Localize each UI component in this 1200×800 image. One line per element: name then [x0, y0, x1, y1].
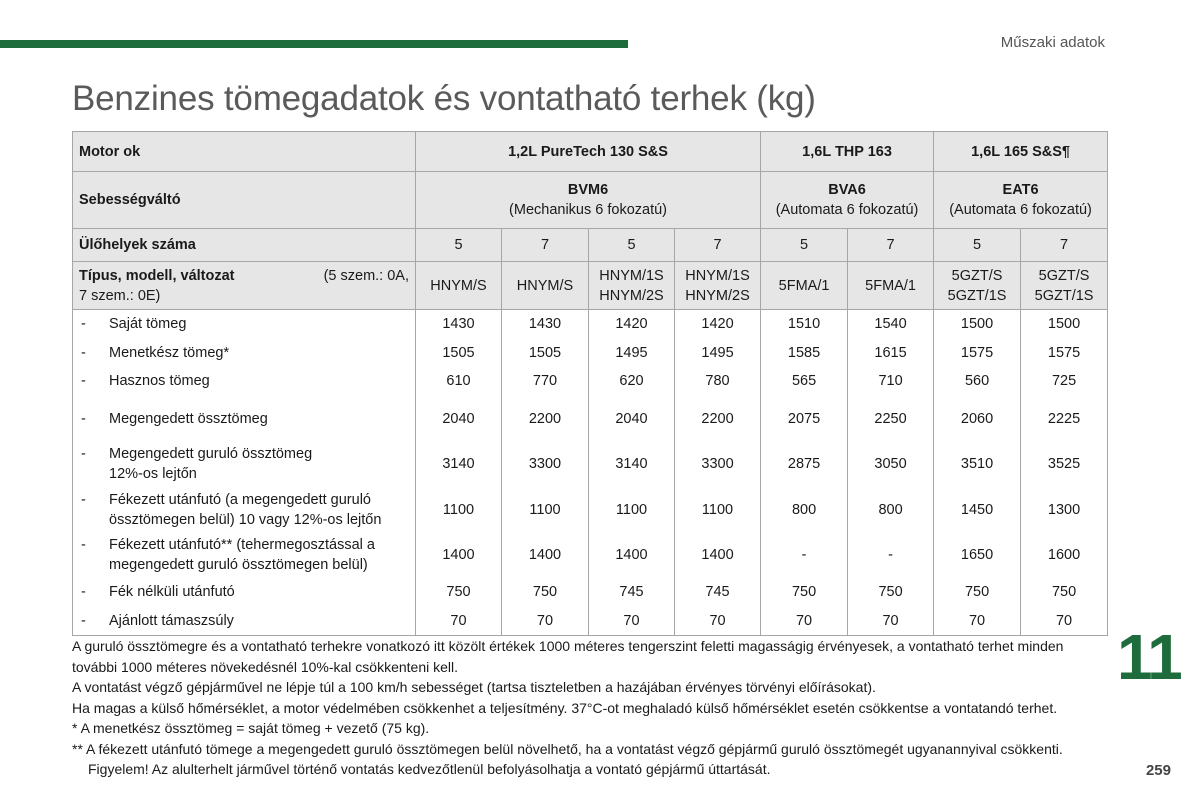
footnotes — [72, 636, 1107, 780]
row-label-line: Menetkész tömeg* — [109, 344, 230, 361]
value-cell: 745 — [589, 578, 675, 607]
model-code: HNYM/S — [430, 277, 487, 294]
gearbox-label: Sebességváltó — [73, 172, 416, 229]
table-row — [73, 442, 1108, 487]
seats-cell: 7 — [675, 229, 761, 262]
value-cell: 70 — [589, 607, 675, 636]
table-row — [73, 533, 1108, 578]
model-code: 5GZT/S — [951, 267, 1003, 284]
table-row — [73, 578, 1108, 607]
value-cell: 1540 — [848, 310, 934, 339]
seats-cell: 5 — [416, 229, 502, 262]
gearbox-desc: (Automata 6 fokozatú) — [775, 202, 919, 218]
weight-rows — [73, 310, 1108, 636]
row-label-cell — [73, 442, 416, 487]
value-cell: 750 — [934, 578, 1021, 607]
table-row — [73, 607, 1108, 636]
value-cell: 1450 — [934, 487, 1021, 533]
row-label-line: Saját tömeg — [109, 316, 187, 333]
value-cell: 750 — [848, 578, 934, 607]
weights-table — [72, 131, 1108, 636]
value-cell: 745 — [675, 578, 761, 607]
row-label-cell — [73, 339, 416, 367]
value-cell: 780 — [675, 367, 761, 396]
page-number: 259 — [1145, 762, 1171, 779]
gearbox-desc: (Automata 6 fokozatú) — [949, 202, 1092, 218]
row-bullet: - — [81, 584, 86, 600]
row-bullet: - — [81, 446, 86, 462]
row-label — [109, 490, 381, 530]
model-cell — [675, 262, 761, 310]
gearbox-desc: (Mechanikus 6 fokozatú) — [509, 202, 667, 218]
value-cell: 70 — [416, 607, 502, 636]
footnote: ** A fékezett utánfutó tömege a megengedett guruló össztömegen belül növelhető, ha a vontatást végző gépjármű guruló össztömegét ugyanannyival csökkenti. Figyelem! Az alulterhelt járművel történő vontatás kedvezőtlenül befolyásolhatja a vontató gépjármű úttartását. — [72, 740, 1063, 777]
model-code: HNYM/2S — [599, 287, 664, 304]
gearbox-row — [73, 172, 1108, 229]
model-cell — [848, 262, 934, 310]
value-cell: 2875 — [761, 442, 848, 487]
model-note: (5 szem.: 0A, — [323, 267, 409, 284]
footnote: * A menetkész össztömeg = saját tömeg + vezető (75 kg). — [72, 720, 430, 736]
model-cell — [761, 262, 848, 310]
value-cell: 1420 — [589, 310, 675, 339]
gearbox-code: BVM6 — [567, 182, 609, 198]
value-cell: 70 — [502, 607, 589, 636]
value-cell: 1100 — [589, 487, 675, 533]
value-cell: 70 — [675, 607, 761, 636]
value-cell: 1585 — [761, 339, 848, 367]
footnote: A guruló össztömegre és a vontatható terhekre vonatkozó itt közölt értékek 1000 méteres tengerszint feletti magasságig érvényesek, a vontatható terhet minden további 1000 méteres növekedésnél 10%-kal csökkenteni kell. — [72, 638, 1064, 675]
chapter-number: 11 — [1117, 621, 1181, 693]
model-cell — [934, 262, 1021, 310]
table-row — [73, 339, 1108, 367]
value-cell: 3510 — [934, 442, 1021, 487]
value-cell: 70 — [1021, 607, 1108, 636]
row-label — [109, 582, 235, 602]
row-label-cell — [73, 367, 416, 396]
value-cell: 800 — [848, 487, 934, 533]
value-cell: 750 — [761, 578, 848, 607]
table-row — [73, 310, 1108, 339]
value-cell: 1500 — [934, 310, 1021, 339]
value-cell: 1430 — [502, 310, 589, 339]
model-label: Típus, modell, változat — [79, 267, 235, 284]
value-cell: 565 — [761, 367, 848, 396]
value-cell: 770 — [502, 367, 589, 396]
engine-header: 1,2L PureTech 130 S&S — [416, 132, 761, 172]
value-cell: 800 — [761, 487, 848, 533]
value-cell: 560 — [934, 367, 1021, 396]
value-cell: 750 — [1021, 578, 1108, 607]
value-cell: 1300 — [1021, 487, 1108, 533]
row-label — [109, 535, 375, 575]
row-bullet: - — [81, 410, 86, 427]
value-cell: 1505 — [502, 339, 589, 367]
value-cell: 2040 — [589, 396, 675, 442]
row-label — [109, 409, 268, 429]
row-label-cell — [73, 487, 416, 533]
value-cell: 1505 — [416, 339, 502, 367]
row-bullet: - — [81, 344, 86, 361]
seats-cell: 7 — [502, 229, 589, 262]
value-cell: 610 — [416, 367, 502, 396]
value-cell: 70 — [934, 607, 1021, 636]
model-code: HNYM/2S — [685, 287, 750, 304]
section-label: Műszaki adatok — [1000, 34, 1105, 51]
value-cell: 1400 — [416, 533, 502, 578]
value-cell: - — [761, 533, 848, 578]
value-cell: 725 — [1021, 367, 1108, 396]
value-cell: 1495 — [675, 339, 761, 367]
model-code: 5GZT/1S — [1034, 287, 1094, 304]
model-cell — [416, 262, 502, 310]
seats-cell: 5 — [589, 229, 675, 262]
value-cell: 1500 — [1021, 310, 1108, 339]
seats-cell: 7 — [848, 229, 934, 262]
seats-cell: 7 — [1021, 229, 1108, 262]
value-cell: 1400 — [502, 533, 589, 578]
engine-label: Motor ok — [73, 132, 416, 172]
value-cell: 3140 — [589, 442, 675, 487]
model-code: 5GZT/S — [1038, 267, 1090, 284]
row-bullet: - — [81, 491, 86, 508]
model-cell — [1021, 262, 1108, 310]
value-cell: 1615 — [848, 339, 934, 367]
footnote: Ha magas a külső hőmérséklet, a motor védelmében csökkenhet a teljesítmény. 37°C-ot meghaladó külső hőmérséklet esetén csökkentse a vontatandó terhet. — [72, 699, 1058, 716]
row-label-line: Ajánlott támaszsúly — [109, 612, 234, 629]
value-cell: 1400 — [675, 533, 761, 578]
row-label-cell — [73, 533, 416, 578]
row-label-line: Fék nélküli utánfutó — [109, 584, 235, 600]
row-label-line: Fékezett utánfutó** (tehermegosztással a — [109, 537, 375, 553]
value-cell: 3300 — [502, 442, 589, 487]
row-label-cell — [73, 607, 416, 636]
seats-cell: 5 — [934, 229, 1021, 262]
value-cell: 3050 — [848, 442, 934, 487]
row-bullet: - — [81, 316, 86, 333]
row-label-line: Megengedett össztömeg — [109, 410, 268, 427]
gearbox-header — [934, 172, 1108, 229]
value-cell: 2200 — [675, 396, 761, 442]
engine-header: 1,6L THP 163 — [761, 132, 934, 172]
value-cell: 1495 — [589, 339, 675, 367]
value-cell: 1650 — [934, 533, 1021, 578]
row-label-cell — [73, 310, 416, 339]
page-title: Benzines tömegadatok és vontatható terhek (kg) — [72, 79, 816, 118]
value-cell: 1575 — [934, 339, 1021, 367]
row-bullet: - — [81, 373, 86, 389]
value-cell: 1100 — [416, 487, 502, 533]
value-cell: 1575 — [1021, 339, 1108, 367]
row-label-line: Megengedett guruló össztömeg — [109, 446, 313, 462]
table-row — [73, 396, 1108, 442]
gearbox-header — [416, 172, 761, 229]
model-code: 5FMA/1 — [778, 277, 830, 294]
value-cell: 70 — [848, 607, 934, 636]
section-accent-bar — [0, 40, 628, 48]
model-code: 5FMA/1 — [865, 277, 916, 294]
engine-row — [73, 132, 1108, 172]
engine-header: 1,6L 165 S&S¶ — [934, 132, 1108, 172]
row-label — [109, 343, 229, 363]
model-note: 7 szem.: 0E) — [79, 287, 161, 304]
row-label-line: megengedett guruló össztömegen belül) — [109, 557, 368, 573]
model-label-cell — [73, 262, 416, 310]
seats-row — [73, 229, 1108, 262]
value-cell: 1420 — [675, 310, 761, 339]
value-cell: 2250 — [848, 396, 934, 442]
value-cell: 3525 — [1021, 442, 1108, 487]
gearbox-code: BVA6 — [828, 182, 866, 198]
value-cell: 3300 — [675, 442, 761, 487]
row-label-line: 12%-os lejtőn — [109, 466, 197, 482]
row-label-line: Hasznos tömeg — [109, 373, 210, 389]
value-cell: 1100 — [502, 487, 589, 533]
value-cell: 1400 — [589, 533, 675, 578]
value-cell: 620 — [589, 367, 675, 396]
footnote: A vontatást végző gépjárművel ne lépje túl a 100 km/h sebességet (tartsa tiszteletben a hazájában érvényes törvényi előírásokat). — [72, 679, 876, 695]
value-cell: 1510 — [761, 310, 848, 339]
gearbox-header — [761, 172, 934, 229]
value-cell: 1430 — [416, 310, 502, 339]
table-row — [73, 487, 1108, 533]
model-code: 5GZT/1S — [947, 287, 1007, 304]
model-code: HNYM/1S — [599, 267, 664, 284]
value-cell: 1600 — [1021, 533, 1108, 578]
value-cell: 2040 — [416, 396, 502, 442]
value-cell: 70 — [761, 607, 848, 636]
row-bullet: - — [81, 537, 86, 553]
table-row — [73, 367, 1108, 396]
seats-label: Ülőhelyek száma — [73, 229, 416, 262]
value-cell: 2200 — [502, 396, 589, 442]
row-bullet: - — [81, 612, 86, 629]
gearbox-code: EAT6 — [1002, 182, 1039, 198]
row-label-line: össztömegen belül) 10 vagy 12%-os lejtőn — [109, 511, 382, 528]
value-cell: 3140 — [416, 442, 502, 487]
row-label — [109, 444, 312, 484]
model-cell — [502, 262, 589, 310]
row-label — [109, 611, 234, 631]
model-row — [73, 262, 1108, 310]
value-cell: 750 — [416, 578, 502, 607]
value-cell: - — [848, 533, 934, 578]
value-cell: 2060 — [934, 396, 1021, 442]
row-label-cell — [73, 396, 416, 442]
value-cell: 2075 — [761, 396, 848, 442]
model-code: HNYM/1S — [685, 267, 750, 284]
model-cell — [589, 262, 675, 310]
model-code: HNYM/S — [516, 277, 574, 294]
value-cell: 710 — [848, 367, 934, 396]
row-label-cell — [73, 578, 416, 607]
row-label — [109, 314, 186, 334]
seats-cell: 5 — [761, 229, 848, 262]
value-cell: 2225 — [1021, 396, 1108, 442]
value-cell: 1100 — [675, 487, 761, 533]
value-cell: 750 — [502, 578, 589, 607]
row-label-line: Fékezett utánfutó (a megengedett guruló — [109, 491, 371, 508]
row-label — [109, 371, 210, 391]
